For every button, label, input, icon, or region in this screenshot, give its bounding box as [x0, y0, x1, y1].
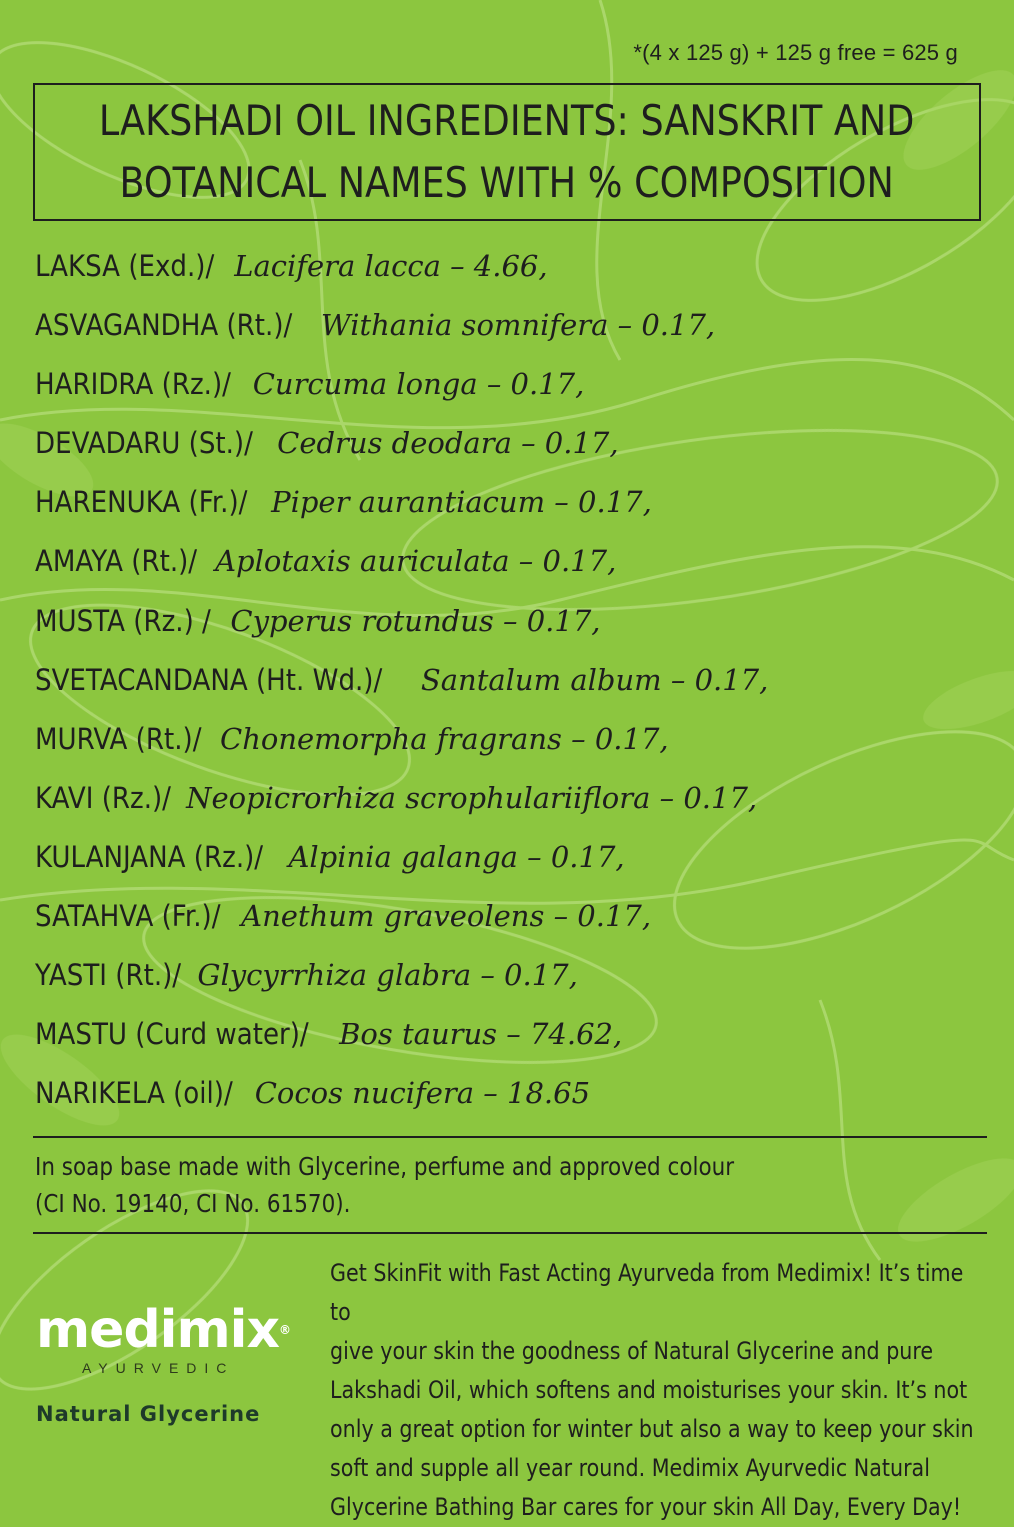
ingredient-list: [35, 244, 995, 1130]
sanskrit-name: HARENUKA (Fr.)/: [35, 485, 248, 520]
sanskrit-name: AMAYA (Rt.)/: [35, 544, 198, 579]
promo-line: give your skin the goodness of Natural Glycerine and pure: [330, 1337, 934, 1365]
botanical-name: Withania somnifera – 0.17,: [320, 308, 716, 343]
ingredient-item: [35, 599, 995, 658]
ingredient-item: [35, 539, 995, 598]
ingredient-item: [35, 1071, 995, 1130]
botanical-name: Alpinia galanga – 0.17,: [288, 839, 625, 874]
ingredient-item: [35, 1012, 995, 1071]
sanskrit-name: HARIDRA (Rz.)/: [35, 367, 231, 402]
botanical-name: Aplotaxis auriculata – 0.17,: [215, 544, 617, 579]
sanskrit-name: SATAHVA (Fr.)/: [35, 899, 221, 934]
sanskrit-name: ASVAGANDHA (Rt.)/: [35, 308, 293, 343]
ingredient-item: [35, 835, 995, 894]
sanskrit-name: NARIKELA (oil)/: [35, 1076, 233, 1111]
ingredient-item: [35, 244, 995, 303]
botanical-name: Anethum graveolens – 0.17,: [241, 899, 652, 934]
ingredient-item: [35, 894, 995, 953]
sanskrit-name: MUSTA (Rz.) /: [35, 603, 211, 638]
botanical-name: Chonemorpha fragrans – 0.17,: [220, 721, 669, 756]
ingredient-item: [35, 717, 995, 776]
logo-wordmark: medimix: [36, 1300, 280, 1360]
brand-tagline: Natural Glycerine: [36, 1402, 261, 1426]
botanical-name: Bos taurus – 74.62,: [339, 1017, 623, 1052]
botanical-name: Piper aurantiacum – 0.17,: [271, 485, 652, 520]
botanical-name: Neopicrorhiza scrophulariiflora – 0.17,: [186, 780, 758, 815]
sanskrit-name: DEVADARU (St.)/: [35, 426, 253, 461]
sanskrit-name: LAKSA (Exd.)/: [35, 249, 215, 283]
registered-mark-icon: ®: [279, 1323, 291, 1337]
ingredient-item: [35, 953, 995, 1012]
botanical-name: Cedrus deodara – 0.17,: [277, 426, 619, 461]
pack-quantity-note: *(4 x 125 g) + 125 g free = 625 g: [633, 40, 958, 65]
botanical-name: Glycyrrhiza glabra – 0.17,: [197, 958, 578, 993]
botanical-name: Lacifera lacca – 4.66,: [234, 249, 548, 283]
title-line-2: BOTANICAL NAMES WITH % COMPOSITION: [119, 158, 895, 207]
botanical-name: Cocos nucifera – 18.65: [254, 1076, 591, 1111]
promo-text: [330, 1254, 984, 1527]
promo-line: Get SkinFit with Fast Acting Ayurveda from Medimix! It’s time to: [330, 1259, 964, 1326]
sanskrit-name: YASTI (Rt.)/: [35, 958, 182, 993]
sanskrit-name: KAVI (Rz.)/: [35, 780, 171, 815]
promo-line: soft and supple all year round. Medimix Ayurvedic Natural: [330, 1454, 930, 1482]
botanical-name: Curcuma longa – 0.17,: [252, 367, 585, 402]
promo-line: Glycerine Bathing Bar cares for your skin All Day, Every Day!: [330, 1493, 962, 1521]
ingredient-item: [35, 658, 995, 717]
sanskrit-name: MASTU (Curd water)/: [35, 1017, 309, 1052]
botanical-name: Santalum album – 0.17,: [420, 662, 769, 697]
base-note-line-2: (CI No. 19140, CI No. 61570).: [35, 1189, 351, 1218]
page-title: [99, 90, 914, 214]
brand-block: [36, 1300, 321, 1426]
promo-line: only a great option for winter but also a way to keep your skin: [330, 1415, 974, 1443]
ingredient-item: [35, 776, 995, 835]
title-box: [33, 83, 981, 221]
ingredient-item: [35, 421, 995, 480]
ingredient-item: [35, 303, 995, 362]
soap-base-note: [35, 1148, 792, 1222]
botanical-name: Cyperus rotundus – 0.17,: [230, 603, 601, 638]
divider-top: [33, 1136, 987, 1138]
sanskrit-name: SVETACANDANA (Ht. Wd.)/: [35, 662, 383, 697]
base-note-line-1: In soap base made with Glycerine, perfume and approved colour: [35, 1152, 735, 1181]
ingredient-item: [35, 362, 995, 421]
brand-subtitle: AYURVEDIC: [82, 1360, 235, 1376]
sanskrit-name: MURVA (Rt.)/: [35, 721, 202, 756]
title-line-1: LAKSHADI OIL INGREDIENTS: SANSKRIT AND: [99, 96, 915, 145]
promo-line: Lakshadi Oil, which softens and moisturises your skin. It’s not: [330, 1376, 968, 1404]
sanskrit-name: KULANJANA (Rz.)/: [35, 839, 264, 874]
divider-bottom: [33, 1232, 987, 1234]
ingredient-item: [35, 480, 995, 539]
medimix-logo: [36, 1300, 321, 1360]
